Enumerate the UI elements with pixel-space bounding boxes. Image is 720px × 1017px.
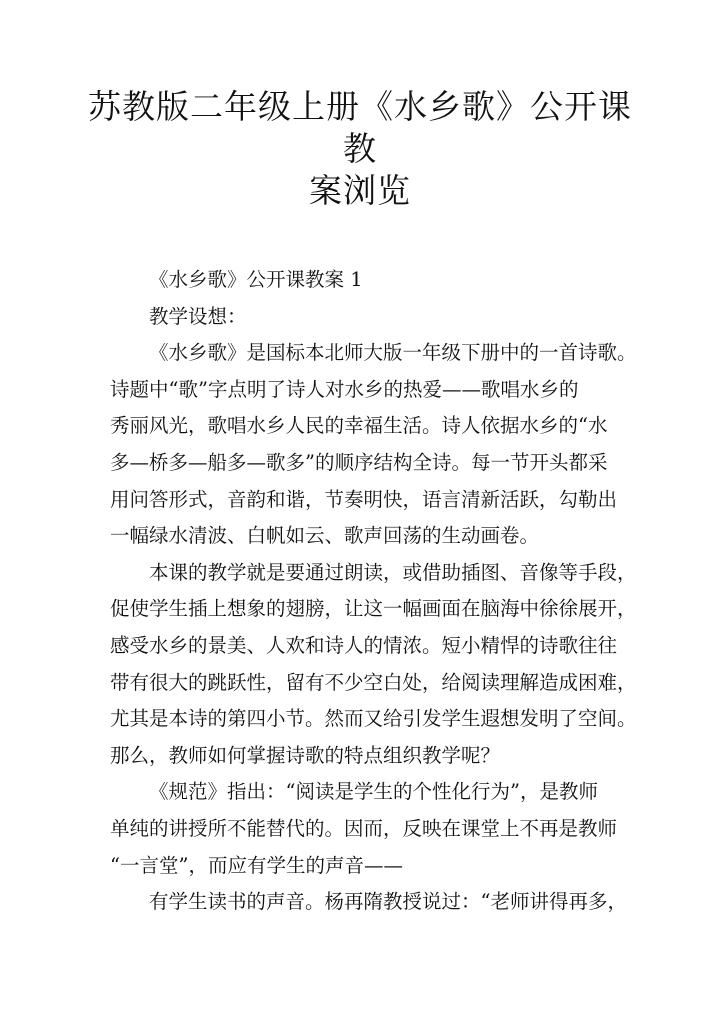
paragraph-line: 秀丽风光，歌唱水乡人民的幸福生活。诗人依据水乡的“水 xyxy=(110,414,608,438)
section-heading: 《水乡歌》公开课教案 1 xyxy=(149,268,363,291)
title-line-1: 苏教版二年级上册《水乡歌》公开课教 xyxy=(88,87,632,168)
subheading: 教学设想： xyxy=(149,304,247,328)
paragraph-line: 多—桥多—船多—歌多”的顺序结构全诗。每一节开头都采 xyxy=(110,450,608,474)
paragraph-line: 那么，教师如何掌握诗歌的特点组织教学呢？ xyxy=(110,743,501,767)
paragraph-line: 促使学生插上想象的翅膀，让这一幅画面在脑海中徐徐展开， xyxy=(110,597,637,621)
paragraph-line: 带有很大的跳跃性，留有不少空白处，给阅读理解造成困难， xyxy=(110,670,637,694)
paragraph-line: 单纯的讲授所不能替代的。因而，反映在课堂上不再是教师 xyxy=(110,816,618,840)
title-line-2: 案浏览 xyxy=(309,171,411,210)
paragraph-line: 尤其是本诗的第四小节。然而又给引发学生遐想发明了空间。 xyxy=(110,707,637,731)
paragraph-line: “一言堂”，而应有学生的声音—— xyxy=(110,853,403,877)
paragraph-line: 诗题中“歌”字点明了诗人对水乡的热爱——歌唱水乡的 xyxy=(110,377,579,401)
document-body xyxy=(110,262,637,921)
paragraph-line: 一幅绿水清波、白帆如云、歌声回荡的生动画卷。 xyxy=(110,524,540,548)
paragraph-line: 《规范》指出：“阅读是学生的个性化行为”，是教师 xyxy=(149,780,598,804)
paragraph-line: 感受水乡的景美、人欢和诗人的情浓。短小精悍的诗歌往往 xyxy=(110,633,618,657)
paragraph-line: 本课的教学就是要通过朗读，或借助插图、音像等手段， xyxy=(149,560,637,584)
paragraph-line: 用问答形式，音韵和谐，节奏明快，语言清新活跃，勾勒出 xyxy=(110,487,618,511)
document-title xyxy=(80,86,640,212)
paragraph-line: 《水乡歌》是国标本北师大版一年级下册中的一首诗歌。 xyxy=(149,341,637,365)
paragraph-line: 有学生读书的声音。杨再隋教授说过：“老师讲得再多， xyxy=(149,890,627,914)
